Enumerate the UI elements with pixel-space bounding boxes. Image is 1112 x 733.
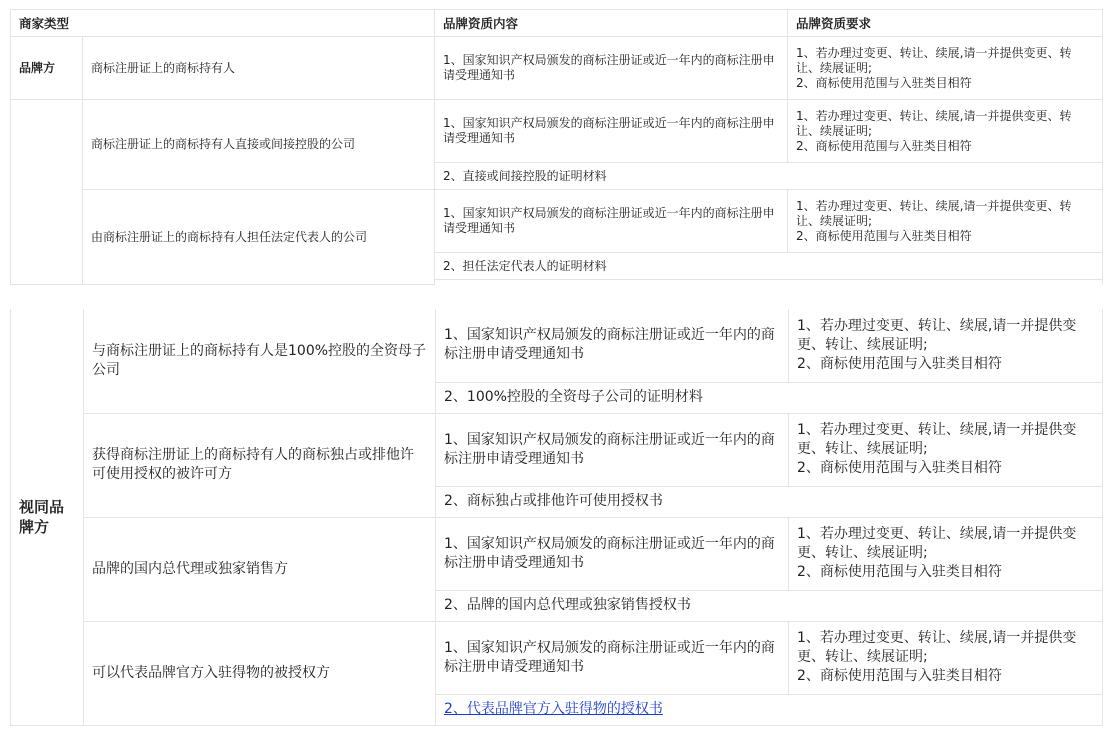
qualification-extra-cell — [436, 694, 1103, 725]
requirement-line: 1、若办理过变更、转让、续展,请一并提供变更、转让、续展证明; — [797, 526, 1077, 561]
table-row — [11, 37, 1103, 100]
qualification-content-cell: 1、国家知识产权局颁发的商标注册证或近一年内的商标注册申请受理通知书 — [436, 517, 789, 590]
table-header-row — [11, 10, 1103, 37]
qualification-extra-cell: 2、品牌的国内总代理或独家销售授权书 — [436, 590, 1103, 621]
qualification-content-cell: 1、国家知识产权局颁发的商标注册证或近一年内的商标注册申请受理通知书 — [436, 309, 789, 382]
requirement-line: 1、若办理过变更、转让、续展,请一并提供变更、转让、续展证明; — [796, 108, 1072, 138]
merchant-type-cell: 商标注册证上的商标持有人 — [83, 37, 435, 100]
requirement-line: 2、商标使用范围与入驻类目相符 — [796, 228, 972, 243]
qualification-requirement-cell — [788, 100, 1103, 163]
category-cell-empty — [11, 100, 83, 285]
qualification-content-cell: 1、国家知识产权局颁发的商标注册证或近一年内的商标注册申请受理通知书 — [435, 100, 788, 163]
qualification-extra-cell: 2、直接或间接控股的证明材料 — [435, 163, 1103, 190]
header-merchant-type: 商家类型 — [11, 10, 435, 37]
merchant-type-cell: 品牌的国内总代理或独家销售方 — [84, 517, 436, 621]
qualification-content-cell: 1、国家知识产权局颁发的商标注册证或近一年内的商标注册申请受理通知书 — [435, 190, 788, 253]
brand-qualification-table — [10, 9, 1103, 285]
requirement-line: 1、若办理过变更、转让、续展,请一并提供变更、转让、续展证明; — [797, 422, 1077, 457]
header-qualification-requirement: 品牌资质要求 — [788, 10, 1103, 37]
requirement-line: 1、若办理过变更、转让、续展,请一并提供变更、转让、续展证明; — [797, 317, 1077, 353]
qualification-content-cell: 1、国家知识产权局颁发的商标注册证或近一年内的商标注册申请受理通知书 — [435, 37, 788, 100]
requirement-line: 1、若办理过变更、转让、续展,请一并提供变更、转让、续展证明; — [796, 198, 1072, 228]
qualification-requirement-cell — [788, 37, 1103, 100]
requirement-line: 2、商标使用范围与入驻类目相符 — [797, 564, 1002, 580]
table-row — [11, 309, 1103, 382]
table-row — [11, 413, 1103, 486]
merchant-type-cell: 商标注册证上的商标持有人直接或间接控股的公司 — [83, 100, 435, 190]
equivalent-brand-table — [10, 309, 1103, 726]
requirement-line: 2、商标使用范围与入驻类目相符 — [797, 355, 1002, 372]
table-row — [11, 517, 1103, 590]
authorization-letter-link[interactable]: 2、代表品牌官方入驻得物的授权书 — [444, 701, 663, 717]
requirement-line: 2、商标使用范围与入驻类目相符 — [797, 668, 1002, 684]
qualification-extra-cell: 2、商标独占或排他许可使用授权书 — [436, 486, 1103, 517]
qualification-content-cell: 1、国家知识产权局颁发的商标注册证或近一年内的商标注册申请受理通知书 — [436, 621, 789, 694]
table-row — [11, 100, 1103, 163]
requirement-line: 2、商标使用范围与入驻类目相符 — [797, 460, 1002, 476]
qualification-requirement-cell — [788, 190, 1103, 253]
requirement-line: 2、商标使用范围与入驻类目相符 — [796, 75, 972, 90]
qualification-extra-cell: 2、100%控股的全资母子公司的证明材料 — [436, 382, 1103, 413]
table-row — [11, 621, 1103, 694]
qualification-requirement-cell — [789, 309, 1103, 382]
requirement-line: 1、若办理过变更、转让、续展,请一并提供变更、转让、续展证明; — [796, 45, 1072, 75]
requirement-line: 2、商标使用范围与入驻类目相符 — [796, 138, 972, 153]
qualification-content-cell: 1、国家知识产权局颁发的商标注册证或近一年内的商标注册申请受理通知书 — [436, 413, 789, 486]
merchant-type-cell: 可以代表品牌官方入驻得物的被授权方 — [84, 621, 436, 725]
qualification-extra-cell: 2、担任法定代表人的证明材料 — [435, 253, 1103, 280]
category-cell: 品牌方 — [11, 37, 83, 100]
merchant-type-cell: 由商标注册证上的商标持有人担任法定代表人的公司 — [83, 190, 435, 285]
header-qualification-content: 品牌资质内容 — [435, 10, 788, 37]
category-cell — [11, 309, 84, 725]
merchant-type-cell: 获得商标注册证上的商标持有人的商标独占或排他许可使用授权的被许可方 — [84, 413, 436, 517]
merchant-type-cell: 与商标注册证上的商标持有人是100%控股的全资母子公司 — [84, 309, 436, 413]
qualification-requirement-cell — [789, 621, 1103, 694]
requirement-line: 1、若办理过变更、转让、续展,请一并提供变更、转让、续展证明; — [797, 630, 1077, 665]
qualification-requirement-cell — [789, 413, 1103, 486]
category-label: 视同品牌方 — [19, 497, 65, 536]
qualification-requirement-cell — [789, 517, 1103, 590]
cut-cell — [435, 280, 1103, 285]
table-row — [11, 190, 1103, 253]
